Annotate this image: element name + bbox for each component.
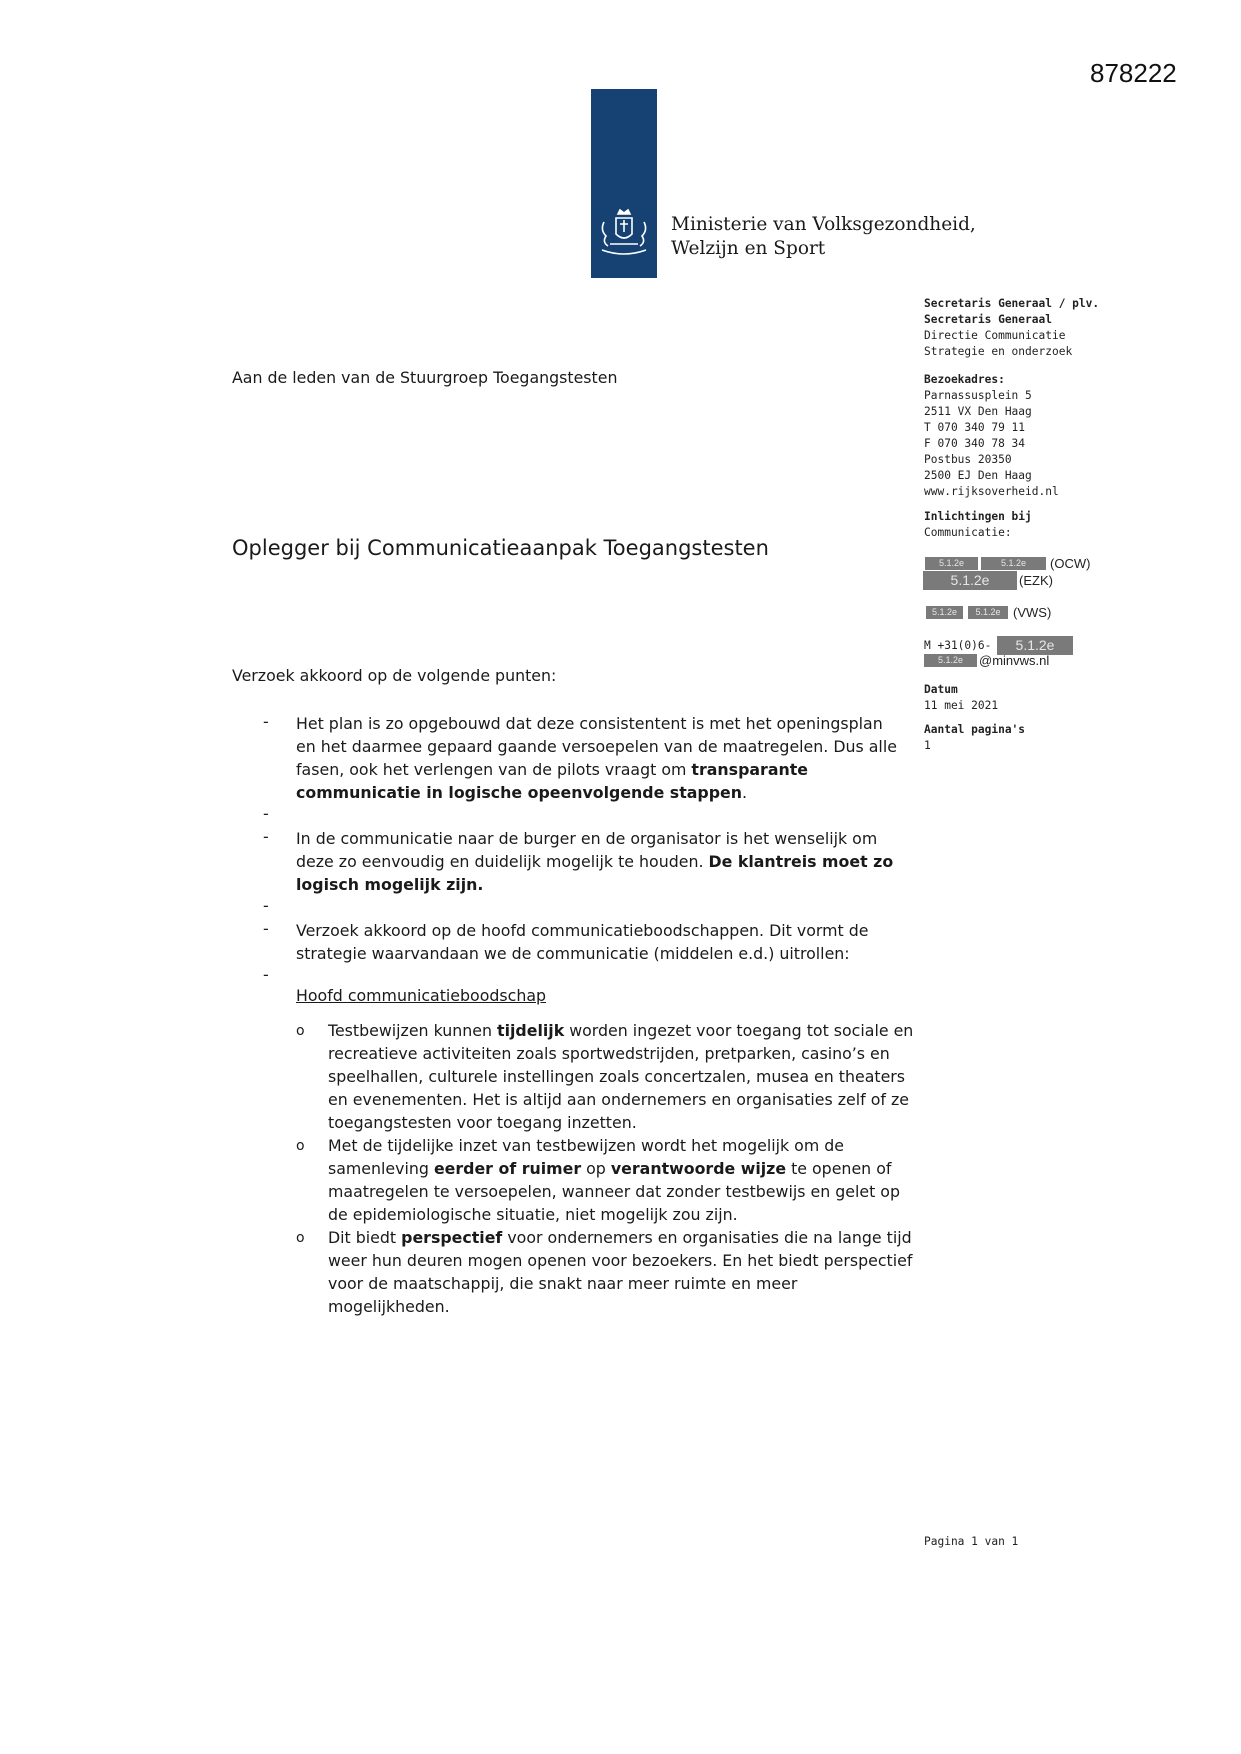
page-footer: Pagina 1 van 1 [924, 1535, 1019, 1548]
message-3 [328, 1226, 918, 1318]
addressee: Aan de leden van de Stuurgroep Toegangstesten [232, 368, 618, 387]
point-2 [296, 827, 906, 896]
point-2-bold: De klantreis moet zo logisch mogelijk zijn. [296, 852, 894, 894]
visit-line: F 070 340 78 34 [924, 437, 1026, 450]
email-suffix: @minvws.nl [979, 653, 1050, 668]
sidebar-pages [924, 722, 1114, 754]
sidebar-visit-address [924, 372, 1114, 500]
info-label: Inlichtingen bij [924, 510, 1032, 523]
visit-line: 2500 EJ Den Haag [924, 469, 1032, 482]
dash-bullet: - [263, 965, 269, 984]
sidebar-dept-line-2: Strategie en onderzoek [924, 345, 1073, 358]
message-3-a: Dit biedt [328, 1228, 402, 1247]
message-2-e: te openen of maatregelen te versoepelen, wanneer dat zonder testbewijs en gelet op de epidemiologische situatie, niet mogelijk zou zijn. [328, 1159, 900, 1224]
redaction-box: 5.1.2e [968, 606, 1008, 619]
circle-bullet: o [296, 1230, 305, 1246]
royal-coat-of-arms-icon [596, 208, 652, 260]
sidebar-org-line-1: Secretaris Generaal / plv. [924, 297, 1100, 310]
ezk-label: (EZK) [1019, 573, 1053, 588]
date-label: Datum [924, 683, 958, 696]
dash-bullet: - [263, 712, 269, 731]
redaction-box: 5.1.2e [925, 557, 978, 570]
message-1-bold: tijdelijk [497, 1021, 565, 1040]
message-2-bold-1: eerder of ruimer [433, 1159, 582, 1178]
point-3: Verzoek akkoord op de hoofd communicatieboodschappen. Dit vormt de strategie waarvandaan we de communicatie (middelen e.d.) uitrollen: [296, 921, 869, 963]
message-3-bold: perspectief [401, 1228, 503, 1247]
sidebar-info [924, 509, 1114, 541]
sidebar-org-line-2: Secretaris Generaal [924, 313, 1052, 326]
redaction-box: 5.1.2e [981, 557, 1046, 570]
document-number: 878222 [1090, 58, 1177, 88]
redaction-box: 5.1.2e [997, 636, 1073, 655]
ministry-line-2: Welzijn en Sport [671, 238, 826, 259]
redaction-box: 5.1.2e [924, 654, 977, 667]
sidebar-date [924, 682, 1114, 714]
point-1-bold: transparante communicatie in logische opeenvolgende stappen [296, 760, 809, 802]
pages-value: 1 [924, 739, 931, 752]
pages-label: Aantal pagina's [924, 723, 1026, 736]
dash-bullet: - [263, 804, 269, 823]
message-2-a: Met de tijdelijke inzet van testbewijzen wordt het mogelijk om de samenleving [328, 1136, 844, 1178]
ministry-line-1: Ministerie van Volksgezondheid, [671, 214, 976, 235]
sidebar-org [924, 296, 1114, 360]
phone-prefix: M +31(0)6- [924, 639, 992, 652]
point-2-text: In de communicatie naar de burger en de organisator is het wenselijk om deze zo eenvoudig en duidelijk mogelijk te houden. [296, 829, 878, 871]
point-1 [296, 712, 906, 804]
message-1 [328, 1019, 918, 1134]
message-2-c: op [581, 1159, 611, 1178]
circle-bullet: o [296, 1138, 305, 1154]
message-1-a: Testbewijzen kunnen [328, 1021, 498, 1040]
visit-line: T 070 340 79 11 [924, 421, 1026, 434]
message-2-bold-2: verantwoorde wijze [610, 1159, 787, 1178]
info-sub: Communicatie: [924, 526, 1012, 539]
redaction-box: 5.1.2e [926, 606, 963, 619]
sidebar-dept-line-1: Directie Communicatie [924, 329, 1066, 342]
visit-line: www.rijksoverheid.nl [924, 485, 1059, 498]
request-intro: Verzoek akkoord op de volgende punten: [232, 666, 557, 685]
subject-title: Oplegger bij Communicatieaanpak Toegangstesten [232, 536, 769, 560]
visit-label: Bezoekadres: [924, 373, 1005, 386]
message-1-c: worden ingezet voor toegang tot sociale en recreatieve activiteiten zoals sportwedstrijden, pretparken, casino’s en speelhallen, culturele instellingen zoals concertzalen, musea en theaters en evenementen. Het is altijd aan ondernemers en organisaties zelf of ze toegangstesten voor toegang inzetten. [328, 1021, 914, 1132]
vws-label: (VWS) [1013, 605, 1052, 620]
redaction-box: 5.1.2e [923, 571, 1017, 590]
visit-line: Parnassusplein 5 [924, 389, 1032, 402]
point-1-text: Het plan is zo opgebouwd dat deze consistentent is met het openingsplan en het daarmee gepaard gaande versoepelen van de maatregelen. Dus alle fasen, ook het verlengen van de pilots vraagt om [296, 714, 897, 779]
ministry-name [671, 213, 976, 261]
dash-bullet: - [263, 896, 269, 915]
circle-bullet: o [296, 1023, 305, 1039]
point-1-end: . [742, 783, 748, 802]
dash-bullet: - [263, 827, 269, 846]
ocw-label: (OCW) [1050, 556, 1091, 571]
message-3-c: voor ondernemers en organisaties die na lange tijd weer hun deuren mogen openen voor bezoekers. En het biedt perspectief voor de maatschappij, die snakt naar meer ruimte en meer mogelijkheden. [328, 1228, 913, 1316]
visit-line: Postbus 20350 [924, 453, 1012, 466]
message-2 [328, 1134, 918, 1226]
date-value: 11 mei 2021 [924, 699, 999, 712]
dash-bullet: - [263, 919, 269, 938]
visit-line: 2511 VX Den Haag [924, 405, 1032, 418]
main-message-heading: Hoofd communicatieboodschap [296, 986, 547, 1005]
